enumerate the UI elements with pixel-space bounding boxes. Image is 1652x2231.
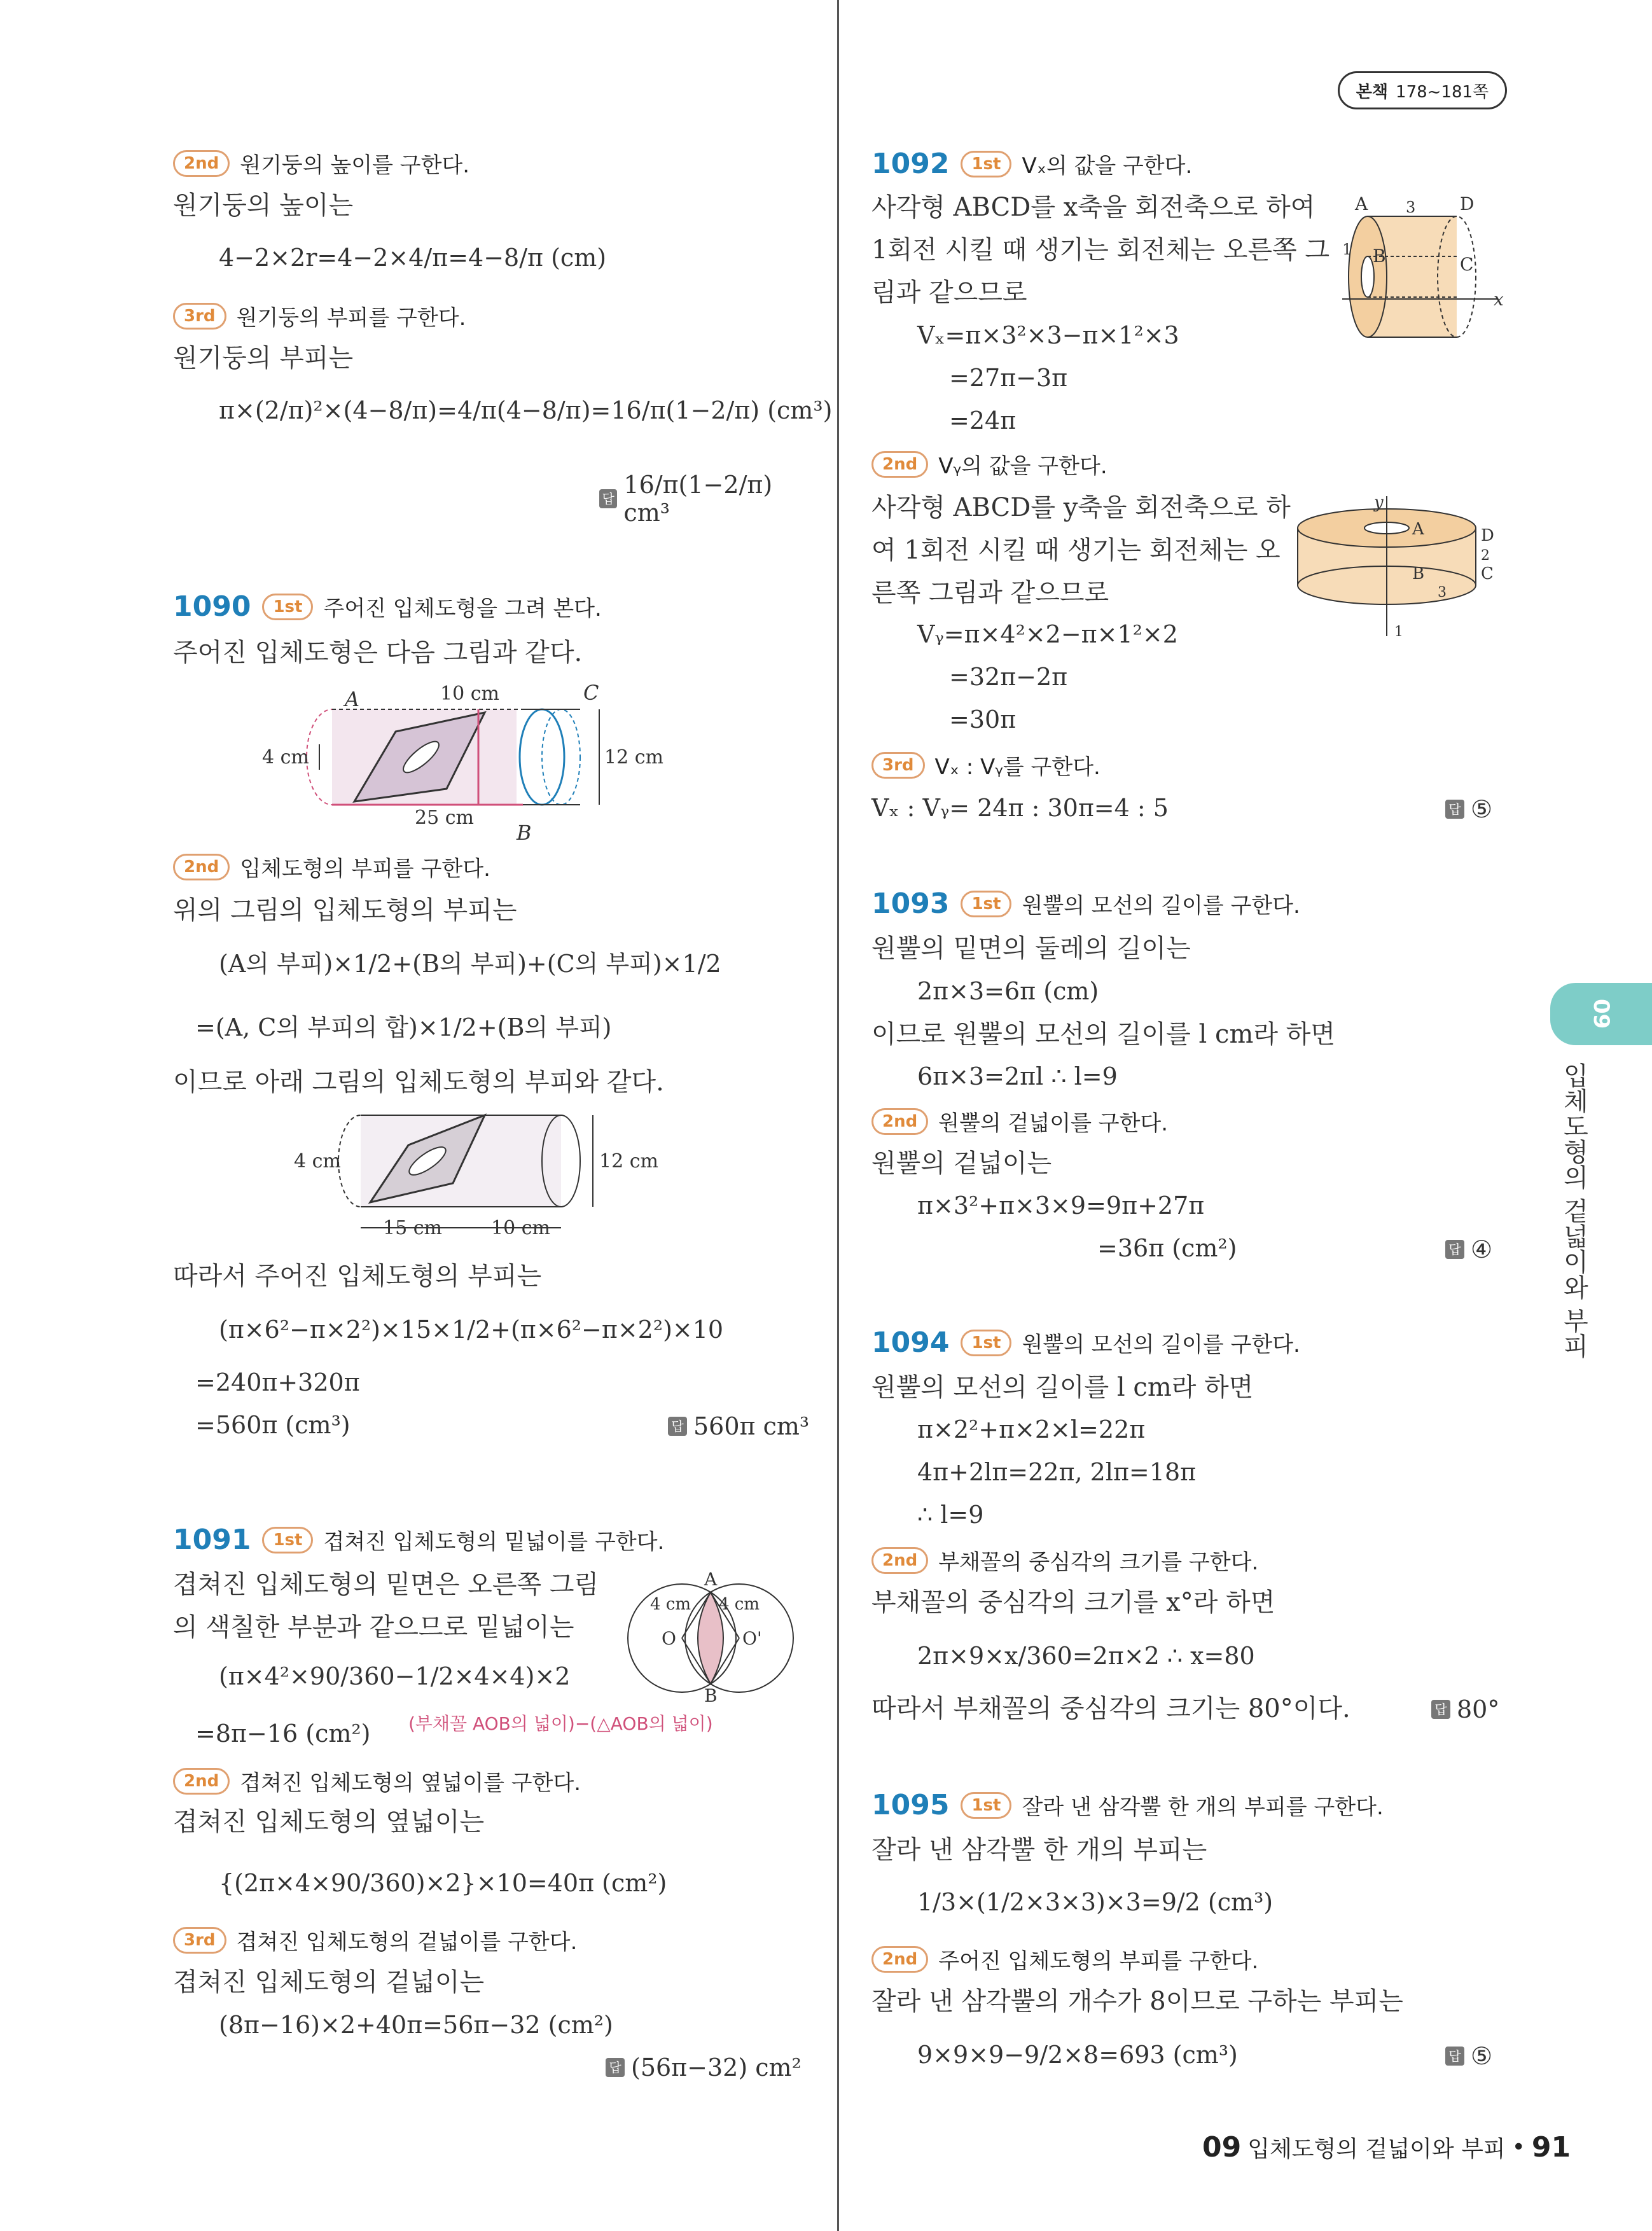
rx-label-a: A bbox=[1355, 193, 1368, 214]
problem-number: 1091 bbox=[173, 1524, 251, 1556]
text-line: 잘라 낸 삼각뿔 한 개의 부피는 bbox=[871, 1835, 1207, 1865]
step-heading: 입체도형의 부피를 구한다. bbox=[240, 856, 490, 882]
answer bbox=[1445, 795, 1492, 823]
text-line: 이므로 원뿔의 모선의 길이를 l cm라 하면 bbox=[871, 1020, 1336, 1049]
footer-chapter: 09 bbox=[1202, 2131, 1242, 2164]
text-line: 원기둥의 부피는 bbox=[173, 344, 354, 373]
problem-number: 1092 bbox=[871, 148, 950, 180]
step-badge: 1st bbox=[262, 594, 313, 620]
answer bbox=[1431, 1695, 1499, 1723]
section-header bbox=[173, 1924, 577, 1956]
section-header bbox=[173, 300, 466, 331]
math-line: (A의 부피)×1/2+(B의 부피)+(C의 부피)×1/2 bbox=[219, 950, 721, 978]
math-line: π×3²+π×3×9=9π+27π bbox=[917, 1192, 1205, 1220]
answer-icon: 답 bbox=[668, 1417, 687, 1436]
text-line: 여 1회전 시킬 때 생기는 회전체는 오 bbox=[871, 536, 1281, 565]
fig2-label-4cm: 4 cm bbox=[294, 1150, 341, 1172]
problem-number: 1094 bbox=[871, 1326, 950, 1359]
text-line: 사각형 ABCD를 y축을 회전축으로 하 bbox=[871, 493, 1291, 522]
step-badge: 2nd bbox=[173, 1768, 230, 1795]
problem-number: 1093 bbox=[871, 887, 950, 920]
answer-icon: 답 bbox=[599, 489, 617, 508]
step-heading: Vᵧ의 값을 구한다. bbox=[938, 454, 1107, 479]
rx-label-b: B bbox=[1373, 246, 1386, 267]
step-heading: 원뿔의 모선의 길이를 구한다. bbox=[1022, 893, 1300, 919]
math-line: 4π+2lπ=22π, 2lπ=18π bbox=[917, 1458, 1197, 1486]
text-line: 사각형 ABCD를 x축을 회전축으로 하여 bbox=[871, 193, 1315, 222]
figure-cylinder-solid-2 bbox=[294, 1107, 676, 1247]
fig1-label-12cm: 12 cm bbox=[604, 746, 663, 768]
text-line: 겹쳐진 입체도형의 밑면은 오른쪽 그림 bbox=[173, 1570, 599, 1599]
math-line: 1/3×(1/2×3×3)×3=9/2 (cm³) bbox=[917, 1888, 1274, 1916]
step-badge: 3rd bbox=[871, 752, 925, 779]
step-heading: 원뿔의 모선의 길이를 구한다. bbox=[1022, 1332, 1300, 1358]
ry-label-y: y bbox=[1374, 493, 1384, 512]
step-heading: 원기둥의 부피를 구한다. bbox=[236, 305, 466, 331]
math-line: (8π−16)×2+40π=56π−32 (cm²) bbox=[219, 2011, 613, 2039]
step-badge: 1st bbox=[961, 1792, 1011, 1819]
fig1-label-c: C bbox=[583, 681, 599, 705]
fig1-label-a: A bbox=[345, 687, 360, 711]
answer-icon: 답 bbox=[1445, 2047, 1464, 2066]
page-reference bbox=[1338, 71, 1507, 109]
answer-value: ④ bbox=[1471, 1235, 1493, 1263]
answer-icon: 답 bbox=[606, 2058, 625, 2077]
math-line: π×(2/π)²×(4−8/π)=4/π(4−8/π)=16/π(1−2/π) (cm³) bbox=[219, 396, 833, 424]
math-line: 2π×3=6π (cm) bbox=[917, 977, 1099, 1005]
step-heading: 잘라 낸 삼각뿔 한 개의 부피를 구한다. bbox=[1022, 1795, 1384, 1820]
text-line: 따라서 주어진 입체도형의 부피는 bbox=[173, 1261, 542, 1291]
math-line: Vₓ : Vᵧ= 24π : 30π=4 : 5 bbox=[871, 794, 1169, 822]
section-header bbox=[871, 1943, 1258, 1975]
step-heading: Vₓ의 값을 구한다. bbox=[1022, 153, 1193, 179]
rx-label-d: D bbox=[1460, 193, 1475, 214]
text-line: 원뿔의 겉넓이는 bbox=[871, 1149, 1052, 1178]
step-badge: 2nd bbox=[871, 451, 928, 478]
figure-overlapping-circles bbox=[612, 1571, 816, 1705]
math-line: =24π bbox=[949, 407, 1017, 434]
math-line: =30π bbox=[949, 705, 1017, 733]
fig1-label-4cm: 4 cm bbox=[262, 746, 309, 768]
fig2-label-12cm: 12 cm bbox=[599, 1150, 658, 1172]
footer-title: 입체도형의 겉넓이와 부피 bbox=[1247, 2136, 1506, 2162]
text-line: 의 색칠한 부분과 같으므로 밑넓이는 bbox=[173, 1613, 574, 1642]
circles-label-4cm-right: 4 cm bbox=[719, 1595, 760, 1614]
text-line: 원뿔의 모선의 길이를 l cm라 하면 bbox=[871, 1373, 1254, 1402]
step-heading: 주어진 입체도형의 부피를 구한다. bbox=[938, 1949, 1259, 1974]
step-badge: 2nd bbox=[173, 150, 230, 177]
text-line: 잘라 낸 삼각뿔의 개수가 8이므로 구하는 부피는 bbox=[871, 1987, 1403, 2016]
problem-header bbox=[871, 887, 1300, 920]
annotation-note: (부채꼴 AOB의 넓이)−(△AOB의 넓이) bbox=[408, 1713, 713, 1734]
step-heading: 겹쳐진 입체도형의 옆넓이를 구한다. bbox=[240, 1770, 581, 1796]
circles-label-o2: O' bbox=[742, 1628, 762, 1649]
answer-icon: 답 bbox=[1431, 1700, 1450, 1719]
answer-icon: 답 bbox=[1445, 800, 1464, 819]
step-badge: 2nd bbox=[871, 1547, 928, 1574]
math-line: =8π−16 (cm²) bbox=[195, 1720, 371, 1748]
text-line: 림과 같으므로 bbox=[871, 278, 1027, 307]
rx-label-1: 1 bbox=[1342, 240, 1352, 258]
math-line: (π×6²−π×2²)×15×1/2+(π×6²−π×2²)×10 bbox=[219, 1316, 724, 1344]
answer-value: 16/π(1−2/π) cm³ bbox=[623, 471, 773, 527]
math-line: =240π+320π bbox=[195, 1368, 360, 1396]
column-divider bbox=[837, 0, 839, 2231]
text-line: 따라서 부채꼴의 중심각의 크기는 80°이다. bbox=[871, 1694, 1350, 1723]
ry-label-b: B bbox=[1412, 564, 1425, 583]
step-badge: 3rd bbox=[173, 1927, 226, 1954]
math-line: ∴ l=9 bbox=[917, 1501, 984, 1529]
section-header bbox=[871, 448, 1107, 480]
answer-value: ⑤ bbox=[1471, 795, 1493, 823]
math-line: Vᵧ=π×4²×2−π×1²×2 bbox=[917, 620, 1178, 648]
step-badge: 1st bbox=[961, 891, 1011, 917]
figure-rotation-x bbox=[1342, 191, 1508, 369]
problem-header bbox=[871, 1789, 1384, 1821]
step-heading: Vₓ : Vᵧ를 구한다. bbox=[934, 754, 1100, 780]
rx-label-3: 3 bbox=[1406, 198, 1416, 216]
rx-label-c: C bbox=[1460, 254, 1474, 275]
answer bbox=[599, 471, 816, 527]
chapter-vertical-title: 입체도형의 겉넓이와 부피 bbox=[1559, 1062, 1588, 1359]
step-heading: 겹쳐진 입체도형의 밑넓이를 구한다. bbox=[323, 1529, 665, 1555]
section-header bbox=[871, 1545, 1258, 1576]
math-line: 9×9×9−9/2×8=693 (cm³) bbox=[917, 2041, 1238, 2069]
math-line: Vₓ=π×3²×3−π×1²×3 bbox=[917, 321, 1179, 349]
page-reference-pages: 178~181쪽 bbox=[1396, 82, 1489, 102]
step-badge: 1st bbox=[262, 1527, 313, 1553]
ry-label-d: D bbox=[1481, 526, 1494, 545]
fig2-label-15cm: 15 cm bbox=[383, 1217, 442, 1239]
circles-label-b: B bbox=[704, 1685, 718, 1706]
answer bbox=[1445, 1235, 1492, 1263]
step-badge: 1st bbox=[961, 1330, 1011, 1356]
problem-header bbox=[173, 590, 602, 623]
text-line: 겹쳐진 입체도형의 겉넓이는 bbox=[173, 1968, 485, 1997]
page-number: 91 bbox=[1531, 2131, 1571, 2164]
answer-value: 560π cm³ bbox=[693, 1412, 810, 1440]
math-line: 6π×3=2πl ∴ l=9 bbox=[917, 1062, 1118, 1090]
fig1-label-25cm: 25 cm bbox=[415, 807, 474, 829]
rx-label-x: x bbox=[1494, 289, 1504, 310]
math-line: 4−2×2r=4−2×4/π=4−8/π (cm) bbox=[219, 244, 607, 272]
ry-label-1: 1 bbox=[1394, 624, 1403, 640]
math-line: =36π (cm²) bbox=[1097, 1234, 1237, 1262]
answer bbox=[1445, 2042, 1492, 2070]
answer-icon: 답 bbox=[1445, 1240, 1464, 1259]
text-line: 원뿔의 밑면의 둘레의 길이는 bbox=[871, 934, 1191, 963]
footer-separator: • bbox=[1511, 2134, 1525, 2160]
chapter-tab-number: 09 bbox=[1588, 999, 1614, 1029]
circles-label-4cm-left: 4 cm bbox=[650, 1595, 691, 1614]
chapter-tab bbox=[1550, 983, 1652, 1045]
step-heading: 주어진 입체도형을 그려 본다. bbox=[323, 596, 602, 622]
step-heading: 원기둥의 높이를 구한다. bbox=[240, 153, 470, 178]
problem-header bbox=[173, 1524, 664, 1556]
ry-label-3: 3 bbox=[1438, 585, 1447, 601]
step-badge: 2nd bbox=[871, 1108, 928, 1135]
step-badge: 2nd bbox=[871, 1946, 928, 1973]
text-line: 원기둥의 높이는 bbox=[173, 191, 354, 220]
ry-label-2: 2 bbox=[1481, 548, 1490, 564]
section-header bbox=[871, 749, 1100, 781]
ry-label-c: C bbox=[1481, 564, 1494, 583]
page-footer bbox=[1202, 2131, 1571, 2164]
math-line: =27π−3π bbox=[949, 364, 1068, 392]
step-badge: 3rd bbox=[173, 303, 226, 330]
answer bbox=[606, 2054, 802, 2082]
text-line: 겹쳐진 입체도형의 옆넓이는 bbox=[173, 1807, 485, 1837]
problem-header bbox=[871, 1326, 1300, 1359]
fig2-label-10cm: 10 cm bbox=[491, 1217, 550, 1239]
text-line: 주어진 입체도형은 다음 그림과 같다. bbox=[173, 638, 583, 667]
step-heading: 겹쳐진 입체도형의 겉넓이를 구한다. bbox=[236, 1929, 578, 1955]
page-reference-label: 본책 bbox=[1356, 82, 1389, 102]
figure-rotation-y bbox=[1291, 493, 1508, 649]
answer-value: 80° bbox=[1457, 1695, 1500, 1723]
problem-header bbox=[871, 148, 1192, 180]
text-line: 른쪽 그림과 같으므로 bbox=[871, 578, 1109, 608]
math-line: (π×4²×90/360−1/2×4×4)×2 bbox=[219, 1662, 571, 1690]
fig1-label-b: B bbox=[517, 821, 532, 845]
section-header bbox=[173, 851, 490, 882]
step-badge: 2nd bbox=[173, 854, 230, 880]
problem-number: 1090 bbox=[173, 590, 251, 623]
step-heading: 부채꼴의 중심각의 크기를 구한다. bbox=[938, 1550, 1259, 1575]
math-line: π×2²+π×2×l=22π bbox=[917, 1415, 1146, 1443]
problem-number: 1095 bbox=[871, 1789, 950, 1821]
section-header bbox=[173, 148, 469, 179]
math-line: 2π×9×x/360=2π×2 ∴ x=80 bbox=[917, 1642, 1255, 1670]
step-heading: 원뿔의 겉넓이를 구한다. bbox=[938, 1111, 1169, 1136]
math-line: =(A, C의 부피의 합)×1/2+(B의 부피) bbox=[195, 1013, 612, 1041]
answer-value: (56π−32) cm² bbox=[631, 2054, 802, 2082]
section-header bbox=[871, 1106, 1168, 1137]
ry-label-a: A bbox=[1412, 520, 1424, 539]
text-line: 1회전 시킬 때 생기는 회전체는 오른쪽 그 bbox=[871, 235, 1329, 265]
circles-label-o: O bbox=[662, 1628, 676, 1649]
fig1-label-10cm: 10 cm bbox=[440, 683, 499, 705]
answer-value: ⑤ bbox=[1471, 2042, 1493, 2070]
text-line: 부채꼴의 중심각의 크기를 x°라 하면 bbox=[871, 1588, 1275, 1617]
figure-cylinder-solid-1 bbox=[262, 681, 676, 846]
circles-label-a: A bbox=[704, 1569, 718, 1590]
math-line: =32π−2π bbox=[949, 663, 1068, 691]
answer bbox=[668, 1412, 809, 1440]
math-line: {(2π×4×90/360)×2}×10=40π (cm²) bbox=[219, 1869, 667, 1897]
math-line: =560π (cm³) bbox=[195, 1411, 351, 1439]
step-badge: 1st bbox=[961, 151, 1011, 177]
text-line: 이므로 아래 그림의 입체도형의 부피와 같다. bbox=[173, 1067, 664, 1097]
text-line: 위의 그림의 입체도형의 부피는 bbox=[173, 896, 517, 925]
section-header bbox=[173, 1765, 581, 1797]
